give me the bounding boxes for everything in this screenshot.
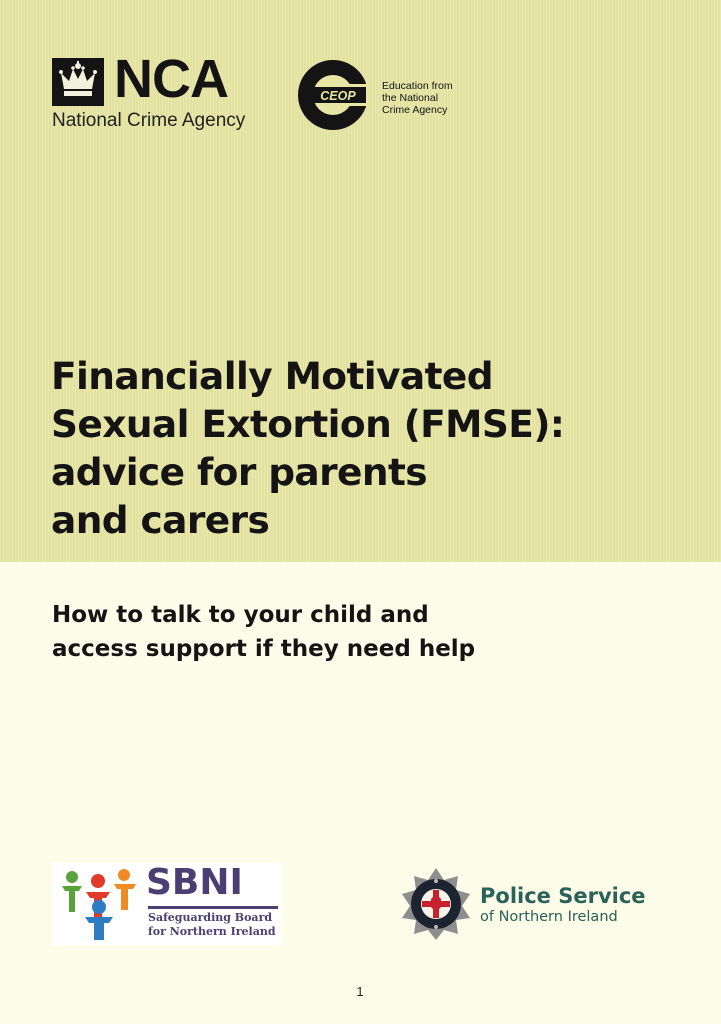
- sbni-full-name: Safeguarding Board for Northern Ireland: [148, 911, 276, 938]
- sbni-abbreviation: SBNI: [146, 862, 243, 903]
- people-figures-icon: [58, 864, 140, 942]
- psni-logo: [398, 866, 658, 946]
- ceop-mark-icon: [296, 58, 370, 132]
- psni-subtitle: of Northern Ireland: [480, 909, 618, 925]
- page-number: 1: [356, 984, 364, 999]
- sbni-logo: [52, 862, 282, 946]
- police-badge-icon: [398, 866, 474, 942]
- ceop-logo: [296, 58, 496, 132]
- document-subtitle: How to talk to your child and access support if they need help: [52, 602, 476, 662]
- nca-logo: [52, 49, 252, 136]
- crown-icon: [52, 58, 104, 106]
- document-title: Financially Motivated Sexual Extortion (FMSE): advice for parents and carers: [51, 354, 565, 542]
- psni-name: Police Service: [480, 884, 646, 908]
- nca-full-name: National Crime Agency: [52, 110, 246, 131]
- ceop-mark-text: CEOP: [320, 89, 356, 103]
- nca-wordmark: NCA: [114, 49, 228, 109]
- sbni-divider: [148, 906, 278, 909]
- ceop-tagline: Education from the National Crime Agency: [382, 80, 453, 116]
